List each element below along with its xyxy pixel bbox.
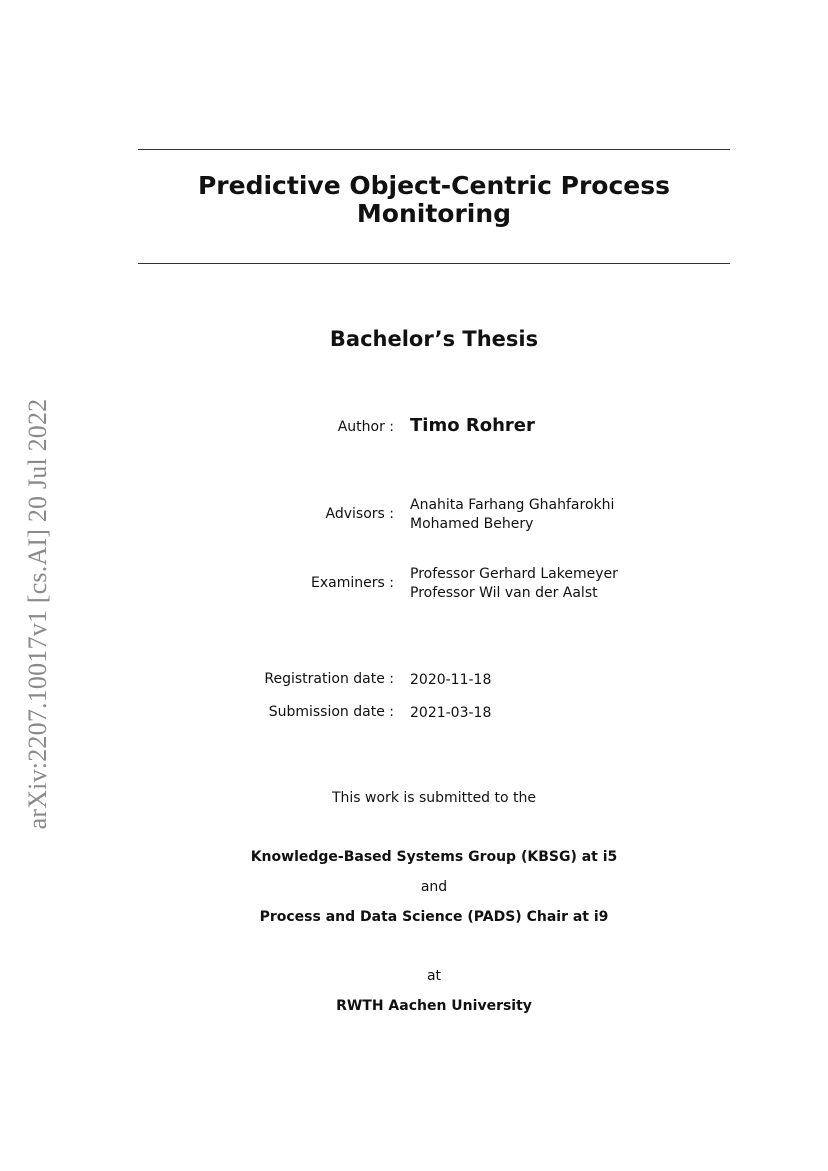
preposition-at: at [426,968,442,984]
thesis-type: Bachelor’s Thesis [329,327,539,351]
group-pads: Process and Data Science (PADS) Chair at i9 [259,909,609,925]
advisor-name: Mohamed Behery [410,516,534,532]
university-name: RWTH Aachen University [336,998,532,1014]
title-rule-top [138,149,730,150]
thesis-title [138,172,730,228]
submission-date-value: 2021-03-18 [410,705,492,721]
registration-date-value: 2020-11-18 [410,672,492,688]
thesis-title-line-1: Predictive Object-Centric Process [197,171,671,200]
group-kbsg: Knowledge-Based Systems Group (KBSG) at i5 [250,849,618,865]
conjunction-and: and [420,879,448,895]
author-name: Timo Rohrer [410,415,535,436]
registration-date-label: Registration date : [264,671,394,687]
title-rule-bottom [138,263,730,264]
examiners-label: Examiners : [311,575,394,591]
advisor-name: Anahita Farhang Ghahfarokhi [410,497,615,513]
examiner-name: Professor Gerhard Lakemeyer [410,566,618,582]
examiner-name: Professor Wil van der Aalst [410,585,598,601]
arxiv-identifier-stamp: arXiv:2207.10017v1 [cs.AI] 20 Jul 2022 [23,398,52,830]
thesis-title-line-2: Monitoring [356,199,512,228]
advisors-label: Advisors : [325,506,394,522]
submission-date-label: Submission date : [268,704,394,720]
submission-intro: This work is submitted to the [331,790,536,806]
author-label: Author : [337,419,394,435]
